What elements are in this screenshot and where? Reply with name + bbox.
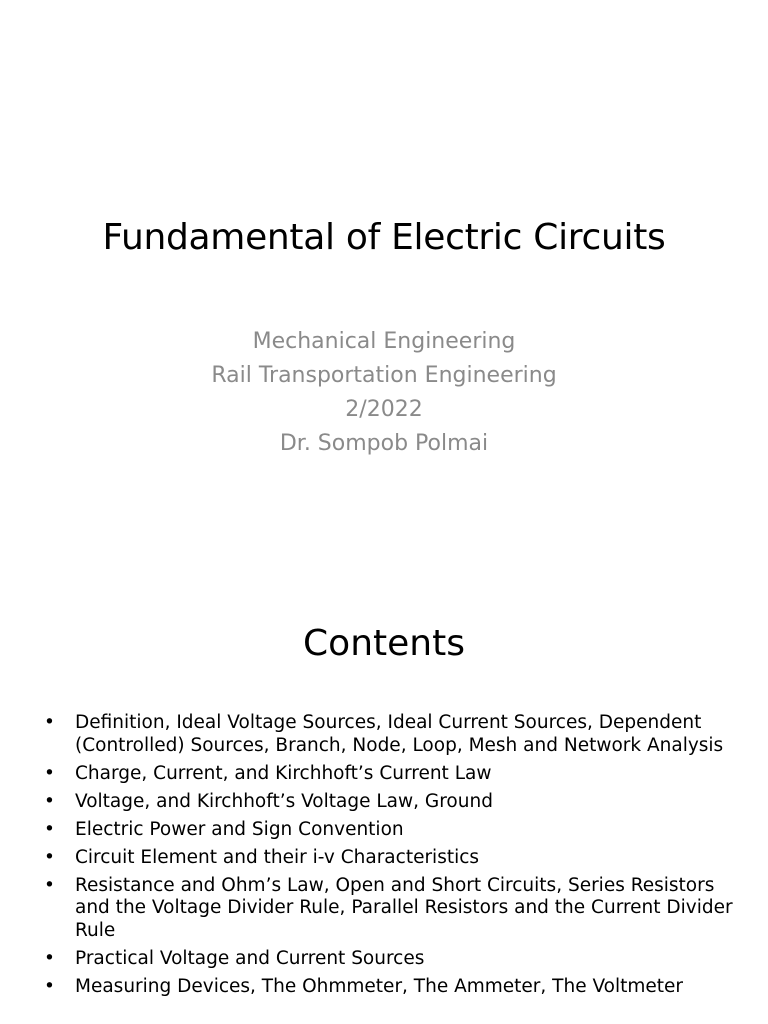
subtitle-instructor: Dr. Sompob Polmai <box>279 431 489 456</box>
list-item-text: Definition, Ideal Voltage Sources, Ideal Current Sources, Dependent (Controlled) Sources, Branch, Node, Loop, Mesh and Network Analysis <box>75 712 724 756</box>
list-item <box>44 791 734 814</box>
slide-title: Fundamental of Electric Circuits <box>102 217 666 258</box>
bullet-icon: • <box>44 818 55 840</box>
list-item-text: Electric Power and Sign Convention <box>75 818 404 840</box>
bullet-icon: • <box>44 762 55 784</box>
list-item <box>44 948 734 971</box>
subtitle-term: 2/2022 <box>345 397 423 422</box>
list-item-text: Circuit Element and their i-v Characteristics <box>75 846 480 868</box>
list-item <box>44 875 734 943</box>
slide-subtitle <box>0 325 768 461</box>
list-item <box>44 976 734 999</box>
subtitle-department: Mechanical Engineering <box>252 329 516 354</box>
contents-slide <box>0 576 768 1024</box>
list-item <box>44 819 734 842</box>
list-item-text: Voltage, and Kirchhoft’s Voltage Law, Ground <box>75 790 493 812</box>
list-item <box>44 847 734 870</box>
bullet-icon: • <box>44 790 55 812</box>
list-item-text: Practical Voltage and Current Sources <box>75 947 425 969</box>
bullet-icon: • <box>44 975 55 997</box>
bullet-icon: • <box>44 947 55 969</box>
list-item <box>44 712 734 757</box>
list-item-text: Measuring Devices, The Ohmmeter, The Ammeter, The Voltmeter <box>75 975 684 997</box>
subtitle-program: Rail Transportation Engineering <box>211 363 557 388</box>
list-item-text: Charge, Current, and Kirchhoft’s Current Law <box>75 762 492 784</box>
bullet-icon: • <box>44 874 55 896</box>
contents-list <box>44 712 734 1004</box>
bullet-icon: • <box>44 846 55 868</box>
list-item-text: Resistance and Ohm’s Law, Open and Short Circuits, Series Resistors and the Voltage Divider Rule, Parallel Resistors and the Current Divider Rule <box>75 874 733 941</box>
bullet-icon: • <box>44 712 55 733</box>
contents-heading: Contents <box>303 623 465 664</box>
list-item <box>44 763 734 786</box>
